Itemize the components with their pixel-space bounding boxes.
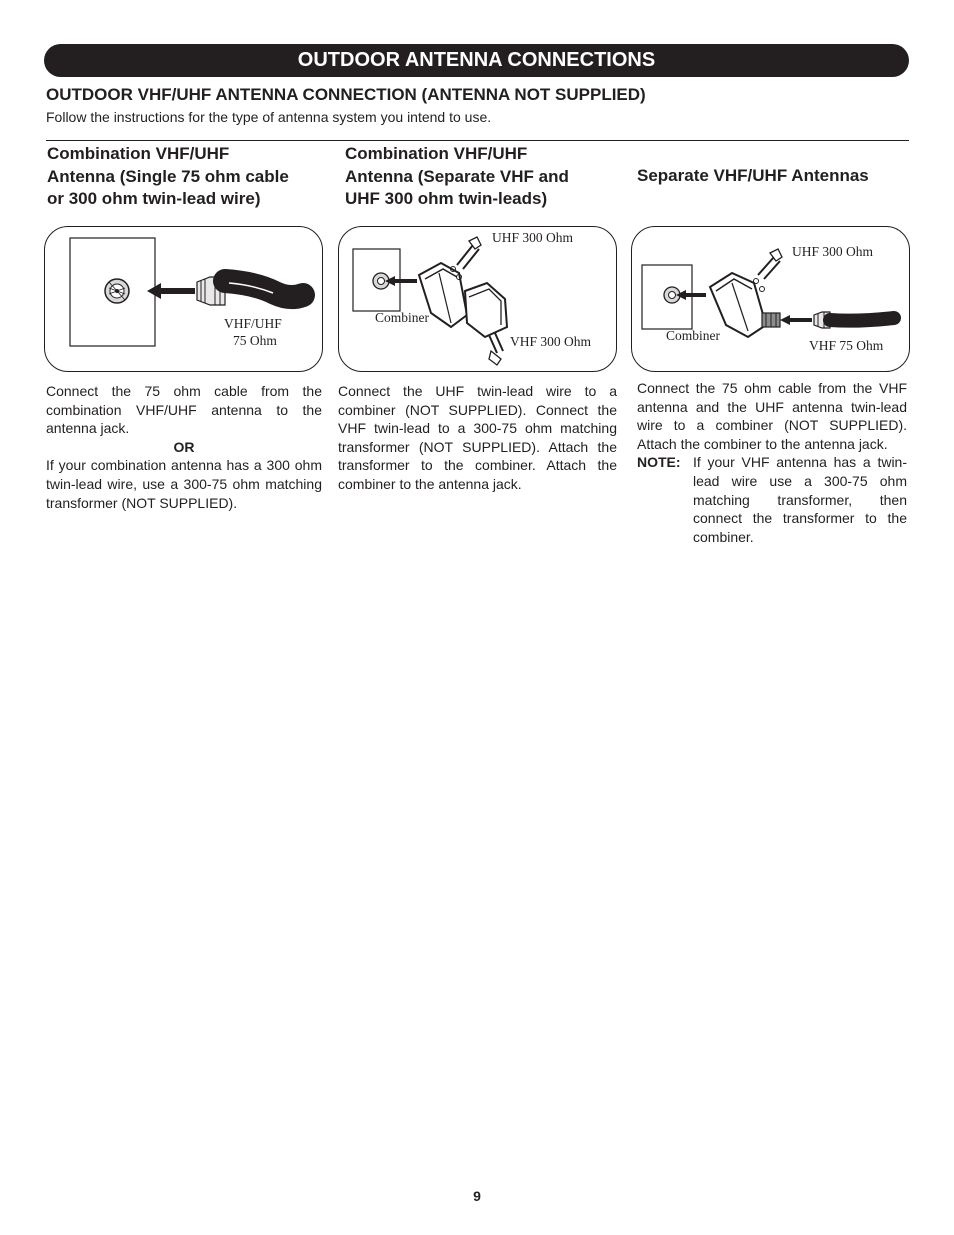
column-1-body [46, 382, 322, 512]
paragraph: Connect the 75 ohm cable from the combination VHF/UHF antenna to the antenna jack. [46, 383, 322, 437]
page-number: 9 [473, 1188, 481, 1204]
title-line: Combination VHF/UHF [345, 144, 528, 163]
combiner-label: Combiner [375, 310, 429, 325]
vhf-label: VHF 75 Ohm [809, 338, 884, 353]
title-line: Combination VHF/UHF [47, 144, 230, 163]
section-subheading: OUTDOOR VHF/UHF ANTENNA CONNECTION (ANTENNA NOT SUPPLIED) [46, 85, 646, 104]
coax-input-icon [762, 313, 780, 327]
transformer-icon [465, 283, 507, 337]
title-line: Antenna (Separate VHF and [345, 166, 569, 186]
antenna-jack-icon [105, 279, 129, 303]
uhf-label: UHF 300 Ohm [492, 230, 574, 245]
figure-single-cable [44, 226, 323, 372]
uhf-twin-lead-icon [457, 237, 481, 269]
title-line: UHF 300 ohm twin-leads) [345, 189, 548, 208]
note-text: If your VHF antenna has a twin-lead wire use a 300-75 ohm matching transformer, then connect the transformer to the combiner. [693, 454, 907, 545]
coax-cable [225, 281, 303, 297]
column-3-body [637, 379, 907, 546]
cable-label-line1: VHF/UHF [224, 316, 282, 331]
cable-label-line2: 75 Ohm [233, 333, 277, 348]
title-line: Antenna (Single 75 ohm cable [47, 166, 289, 186]
uhf-label: UHF 300 Ohm [792, 244, 874, 259]
intro-text: Follow the instructions for the type of antenna system you intend to use. [46, 109, 492, 125]
figure-separate-twin-leads [338, 226, 617, 372]
paragraph: If your combination antenna has a 300 ohm twin-lead wire, use a 300-75 ohm matching transformer (NOT SUPPLIED). [46, 457, 322, 511]
coax-cable [830, 318, 894, 321]
figure-separate-antennas [631, 226, 910, 372]
column-1-title [47, 143, 327, 211]
column-3-title [637, 165, 909, 188]
note [637, 453, 907, 546]
divider [46, 140, 909, 141]
title-line: or 300 ohm twin-lead wire) [47, 189, 261, 208]
uhf-twin-lead-icon [758, 249, 782, 279]
title-line: Separate VHF/UHF Antennas [637, 166, 869, 185]
section-banner: OUTDOOR ANTENNA CONNECTIONS [44, 44, 909, 77]
note-label: NOTE: [637, 454, 681, 471]
column-2-body [338, 382, 617, 494]
arrow-left-icon [780, 315, 812, 325]
paragraph: Connect the 75 ohm cable from the VHF antenna and the UHF antenna twin-lead wire to a combiner (NOT SUPPLIED). Attach the combiner to the antenna jack. [637, 380, 907, 452]
or-separator: OR [173, 438, 195, 455]
column-2-title [345, 143, 625, 211]
vhf-twin-lead-icon [489, 333, 503, 365]
vhf-label: VHF 300 Ohm [510, 334, 592, 349]
combiner-label: Combiner [666, 328, 720, 343]
paragraph: Connect the UHF twin-lead wire to a combiner (NOT SUPPLIED). Connect the VHF twin-lead to a 300-75 ohm matching transformer (NOT SUPPLIED). Attach the transformer to the combiner. Attach the combiner to the antenna jack. [338, 383, 617, 492]
